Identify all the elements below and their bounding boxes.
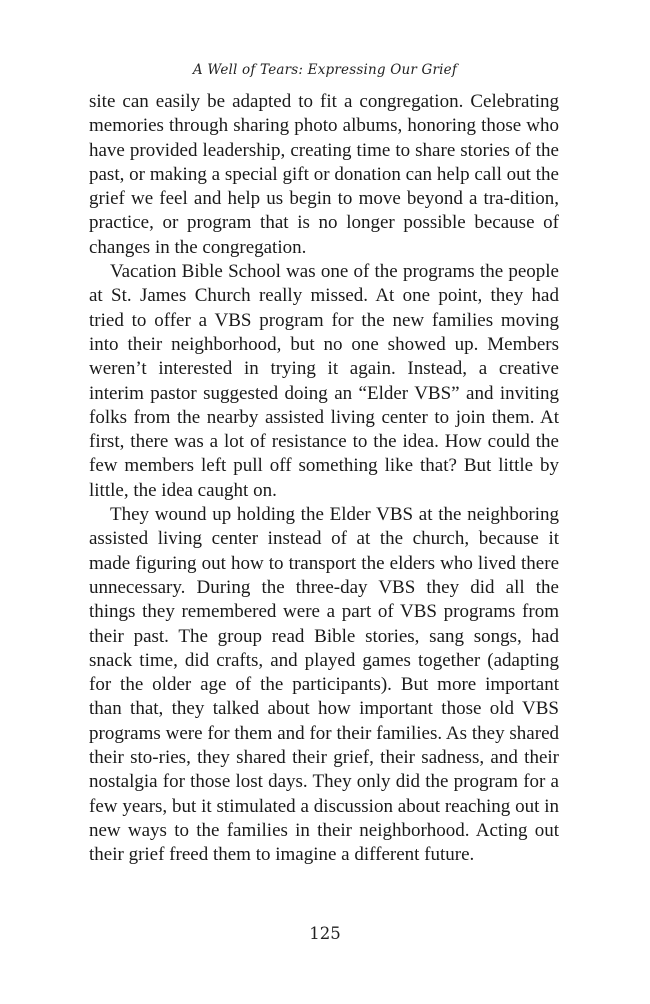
body-text xyxy=(89,90,559,868)
paragraph: site can easily be adapted to fit a congregation. Celebrating memories through sharing photo albums, honoring those who have provided leadership, creating time to share stories of the past, or making a special gift or donation can help call out the grief we feel and help us begin to move beyond a tra-dition, practice, or program that is no longer possible because of changes in the congregation. xyxy=(89,91,559,258)
page-number: 125 xyxy=(309,924,341,943)
paragraph: Vacation Bible School was one of the programs the people at St. James Church really missed. At one point, they had tried to offer a VBS program for the new families moving into their neighborhood, but no one showed up. Members weren’t interested in trying it again. Instead, a creative interim pastor suggested doing an “Elder VBS” and inviting folks from the nearby assisted living center to join them. At first, there was a lot of resistance to the idea. How could the few members left pull off something like that? But little by little, the idea caught on. xyxy=(89,261,559,501)
running-head: A Well of Tears: Expressing Our Grief xyxy=(192,62,458,78)
paragraph: They wound up holding the Elder VBS at the neighboring assisted living center instead of at the church, because it made figuring out how to transport the elders who lived there unnecessary. During the three-day VBS they did all the things they remembered were a part of VBS programs from their past. The group read Bible stories, sang songs, had snack time, did crafts, and played games together (adapting for the older age of the participants). But more important than that, they talked about how important those old VBS programs were for them and for their families. As they shared their sto-ries, they shared their grief, their sadness, and their nostalgia for those lost days. They only did the program for a few years, but it stimulated a discussion about reaching out in new ways to the families in their neighborhood. Acting out their grief freed them to imagine a different future. xyxy=(89,504,559,866)
